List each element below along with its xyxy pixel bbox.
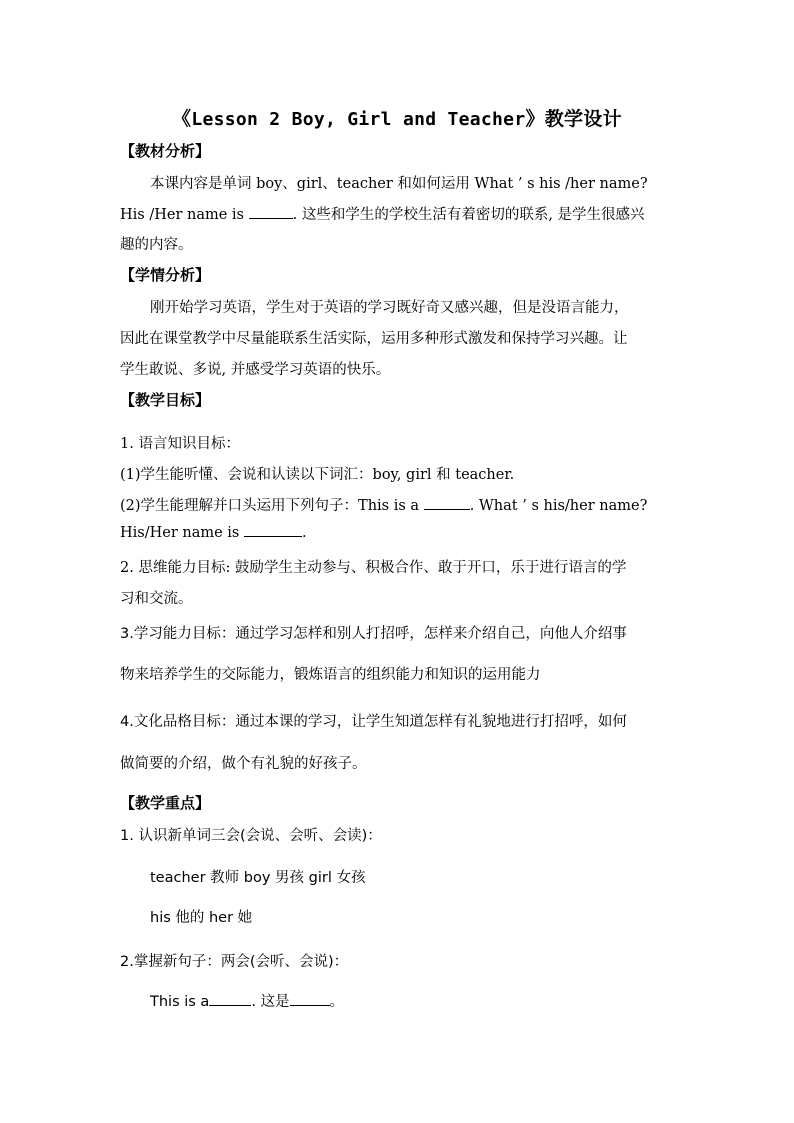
section-heading-learner-analysis: 【学情分析】	[120, 266, 211, 284]
text-fragment: . 这些和学生的学校生活有着密切的联系, 是学生很感兴	[292, 207, 645, 223]
section-heading-textbook-analysis: 【教材分析】	[120, 142, 211, 160]
goal-item-continued: 物来培养学生的交际能力，锻炼语言的组织能力和知识的运用能力	[120, 667, 541, 683]
goal-item: 3.学习能力目标：通过学习怎样和别人打招呼，怎样来介绍自己，向他人介绍事	[120, 626, 627, 642]
fill-blank	[249, 218, 293, 219]
vocabulary-line: teacher 教师 boy 男孩 girl 女孩	[150, 870, 366, 886]
focus-item: 2.掌握新句子：两会(会听、会说)：	[120, 954, 349, 970]
goal-item-continued: 习和交流。	[120, 591, 193, 607]
goal-subitem: (1)学生能听懂、会说和认读以下词汇：boy, girl 和 teacher.	[120, 467, 515, 483]
paragraph-line: 刚开始学习英语，学生对于英语的学习既好奇又感兴趣，但是没语言能力，	[150, 300, 629, 316]
section-heading-teaching-focus: 【教学重点】	[120, 794, 211, 812]
focus-item: 1. 认识新单词三会(会说、会听、会读)：	[120, 828, 382, 844]
text-fragment: His /Her name is	[120, 207, 249, 223]
goal-item: 1. 语言知识目标：	[120, 436, 240, 452]
paragraph-line	[120, 203, 680, 224]
section-heading-teaching-goals: 【教学目标】	[120, 391, 211, 409]
title-open-bracket: 《	[172, 108, 192, 130]
sentence-pattern-line	[150, 990, 680, 1011]
paragraph-line: 因此在课堂教学中尽量能联系生活实际，运用多种形式激发和保持学习兴趣。让	[120, 331, 628, 347]
goal-item: 4.文化品格目标：通过本课的学习，让学生知道怎样有礼貌地进行打招呼，如何	[120, 714, 627, 730]
text-fragment: .	[302, 525, 307, 541]
fill-blank	[290, 1005, 330, 1006]
text-fragment: . What ’ s his/her name?	[469, 498, 648, 514]
paragraph-line: 学生敢说、多说, 并感受学习英语的快乐。	[120, 362, 391, 378]
fill-blank	[244, 536, 302, 537]
fill-blank	[209, 1005, 251, 1006]
paragraph-line: 本课内容是单词 boy、girl、teacher 和如何运用 What ’ s his /her name?	[150, 176, 648, 192]
text-fragment: 。	[329, 994, 345, 1010]
goal-subitem	[120, 494, 680, 515]
goal-item-continued: 做简要的介绍，做个有礼貌的好孩子。	[120, 756, 367, 772]
fill-blank	[424, 509, 470, 510]
title-english: Lesson 2 Boy, Girl and Teacher	[191, 109, 526, 130]
vocabulary-line: his 他的 her 她	[150, 910, 253, 926]
goal-subitem	[120, 525, 680, 541]
title-suffix: 》教学设计	[525, 108, 622, 130]
paragraph-line: 趣的内容。	[120, 237, 193, 253]
text-fragment: . 这是	[251, 994, 290, 1010]
document-title	[0, 104, 794, 131]
goal-item: 2. 思维能力目标: 鼓励学生主动参与、积极合作、敢于开口，乐于进行语言的学	[120, 560, 627, 576]
text-fragment: (2)学生能理解并口头运用下列句子：This is a	[120, 498, 424, 514]
text-fragment: His/Her name is	[120, 525, 244, 541]
text-fragment: This is a	[150, 994, 210, 1010]
